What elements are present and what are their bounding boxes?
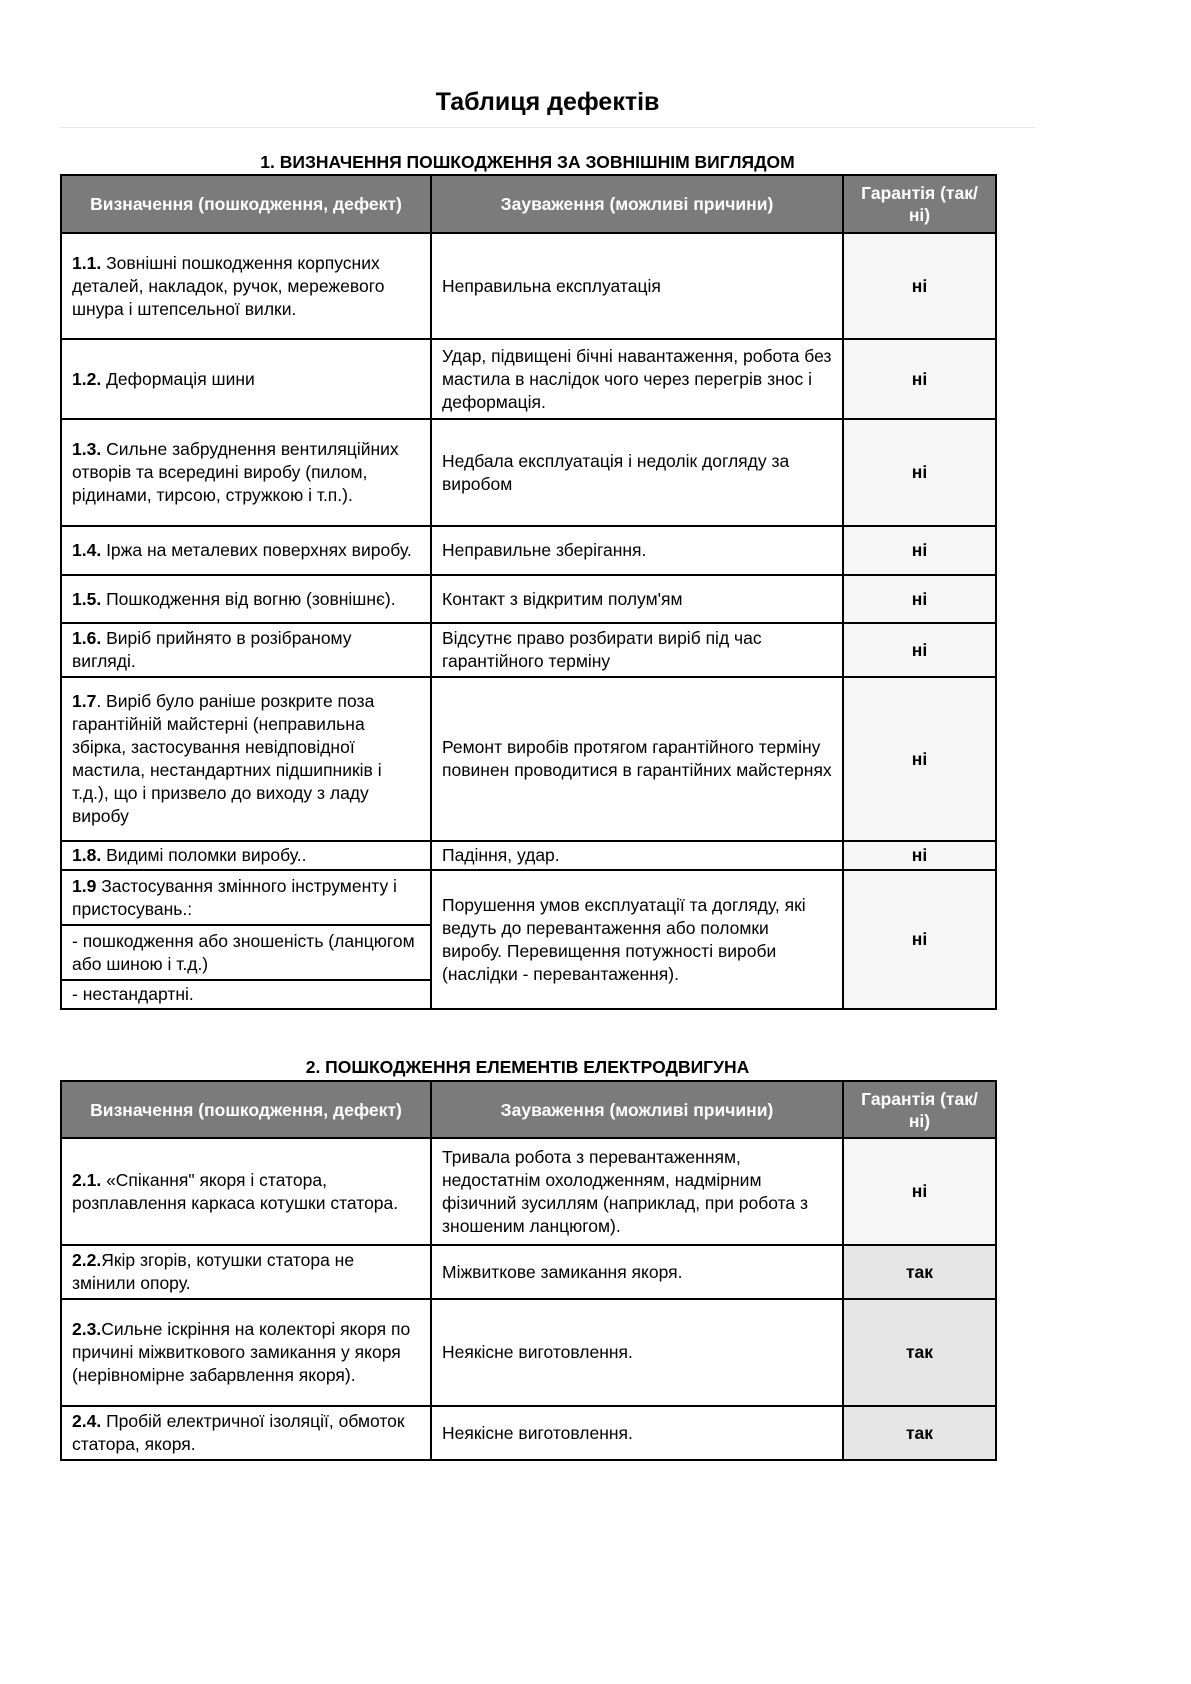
table-row: [61, 870, 996, 925]
section-1-title: 1. ВИЗНАЧЕННЯ ПОШКОДЖЕННЯ ЗА ЗОВНІШНІМ ВИГЛЯДОМ: [260, 152, 795, 172]
defect-text: . Виріб було раніше розкрите поза гарантійній майстерні (неправильна збірка, застосування невідповідної мастила, нестандартних підшипників і т.д.), що і призвело до виходу з ладу виробу: [72, 691, 382, 826]
warranty-cell: ні: [843, 339, 996, 419]
cause-cell: Недбала експлуатація і недолік догляду за виробом: [431, 419, 843, 526]
defect-text: Застосування змінного інструменту і пристосувань.:: [72, 875, 397, 919]
defect-cell: [61, 1138, 431, 1245]
table-header-row: [61, 175, 996, 233]
defect-number: 1.8.: [72, 845, 102, 865]
table-row: [61, 526, 996, 575]
defect-text: Сильне іскріння на колекторі якоря по причині міжвиткового замикання у якоря (нерівномірне забарвлення якоря).: [72, 1319, 411, 1385]
cause-cell: Тривала робота з перевантаженням, недостатнім охолодженням, надмірним фізичний зусиллям (наприклад, при робота з зношеним ланцюгом).: [431, 1138, 843, 1245]
defect-text: Видимі поломки виробу..: [101, 845, 307, 865]
defect-cell: [61, 870, 431, 925]
defect-number: 2.2.: [72, 1250, 102, 1270]
warranty-cell: ні: [843, 233, 996, 339]
defect-number: 1.7: [72, 691, 97, 711]
defect-cell: [61, 233, 431, 339]
defect-number: 2.1.: [72, 1169, 102, 1190]
warranty-cell: ні: [843, 870, 996, 1009]
defects-table-motor: [60, 1080, 997, 1461]
header-warranty: Гарантія (так/ні): [843, 1081, 996, 1138]
cause-cell: Неякісне виготовлення.: [431, 1406, 843, 1460]
table-row: [61, 1138, 996, 1245]
defect-text: Іржа на металевих поверхнях виробу.: [101, 540, 412, 560]
section-2-title: 2. ПОШКОДЖЕННЯ ЕЛЕМЕНТІВ ЕЛЕКТРОДВИГУНА: [305, 1057, 750, 1077]
defect-cell: [61, 1406, 431, 1460]
warranty-cell: ні: [843, 575, 996, 623]
defects-table-exterior: [60, 174, 997, 1010]
defect-number: 2.3.: [72, 1319, 102, 1339]
warranty-cell: ні: [843, 623, 996, 677]
cause-cell: Неправильна експлуатація: [431, 233, 843, 339]
defect-number: 1.4.: [72, 540, 102, 560]
warranty-cell: ні: [843, 419, 996, 526]
page-title: Таблиця дефектів: [60, 88, 1035, 128]
cause-cell: Неправильне зберігання.: [431, 526, 843, 575]
warranty-cell: ні: [843, 1138, 996, 1245]
cause-cell: Удар, підвищені бічні навантаження, робота без мастила в наслідок чого через перегрів знос і деформація.: [431, 339, 843, 419]
warranty-cell: ні: [843, 677, 996, 841]
cause-cell: Падіння, удар.: [431, 841, 843, 870]
defect-cell: [61, 339, 431, 419]
defect-cell: [61, 575, 431, 623]
cause-cell: Неякісне виготовлення.: [431, 1299, 843, 1406]
defect-number: 2.4.: [72, 1411, 102, 1431]
defect-cell: [61, 1299, 431, 1406]
cause-cell: Міжвиткове замикання якоря.: [431, 1245, 843, 1299]
header-cause: Зауваження (можливі причини): [431, 175, 843, 233]
cause-cell: Контакт з відкритим полум'ям: [431, 575, 843, 623]
warranty-cell: так: [843, 1245, 996, 1299]
defect-text: Якір згорів, котушки статора не змінили опору.: [72, 1250, 355, 1293]
table-row: [61, 339, 996, 419]
table-row: [61, 419, 996, 526]
cause-cell: Ремонт виробів протягом гарантійного терміну повинен проводитися в гарантійних майстернях: [431, 677, 843, 841]
defect-cell: [61, 1245, 431, 1299]
defect-cell: [61, 623, 431, 677]
table-row: [61, 1406, 996, 1460]
defect-cell: [61, 677, 431, 841]
warranty-cell: так: [843, 1299, 996, 1406]
defect-text: Пробій електричної ізоляції, обмоток статора, якоря.: [72, 1411, 405, 1454]
header-cause: Зауваження (можливі причини): [431, 1081, 843, 1138]
defect-text: Деформація шини: [101, 368, 255, 389]
defect-number: 1.1.: [72, 252, 102, 273]
defect-number: 1.3.: [72, 439, 102, 459]
table-row: [61, 841, 996, 870]
defect-text: Виріб прийнято в розібраному вигляді.: [72, 628, 352, 671]
header-defect: Визначення (пошкодження, дефект): [61, 1081, 431, 1138]
defect-number: 1.6.: [72, 628, 102, 648]
defect-number: 1.9: [72, 875, 97, 896]
defect-cell: [61, 526, 431, 575]
table-row: [61, 1299, 996, 1406]
table-row: [61, 677, 996, 841]
defect-subcell: - пошкодження або зношеність (ланцюгом або шиною і т.д.): [61, 925, 431, 980]
defect-text: «Спікання" якоря і статора, розплавлення каркаса котушки статора.: [72, 1169, 399, 1213]
defect-number: 1.2.: [72, 368, 102, 389]
defect-number: 1.5.: [72, 588, 102, 609]
cause-cell: Порушення умов експлуатації та догляду, які ведуть до перевантаження або поломки виробу. Перевищення потужності вироби (наслідки - перевантаження).: [431, 870, 843, 1009]
table-header-row: [61, 1081, 996, 1138]
warranty-cell: ні: [843, 841, 996, 870]
cause-cell: Відсутнє право розбирати виріб під час гарантійного терміну: [431, 623, 843, 677]
warranty-cell: ні: [843, 526, 996, 575]
defect-cell: [61, 841, 431, 870]
defect-text: Сильне забруднення вентиляційних отворів та всередині виробу (пилом, рідинами, тирсою, стружкою і т.п.).: [72, 439, 399, 505]
warranty-cell: так: [843, 1406, 996, 1460]
defect-subcell: - нестандартні.: [61, 980, 431, 1009]
defect-cell: [61, 419, 431, 526]
table-row: [61, 1245, 996, 1299]
header-warranty: Гарантія (так/ні): [843, 175, 996, 233]
header-defect: Визначення (пошкодження, дефект): [61, 175, 431, 233]
defect-text: Пошкодження від вогню (зовнішнє).: [101, 588, 396, 609]
table-row: [61, 623, 996, 677]
table-row: [61, 575, 996, 623]
defect-text: Зовнішні пошкодження корпусних деталей, накладок, ручок, мережевого шнура і штепсельної вилки.: [72, 252, 385, 319]
table-row: [61, 233, 996, 339]
